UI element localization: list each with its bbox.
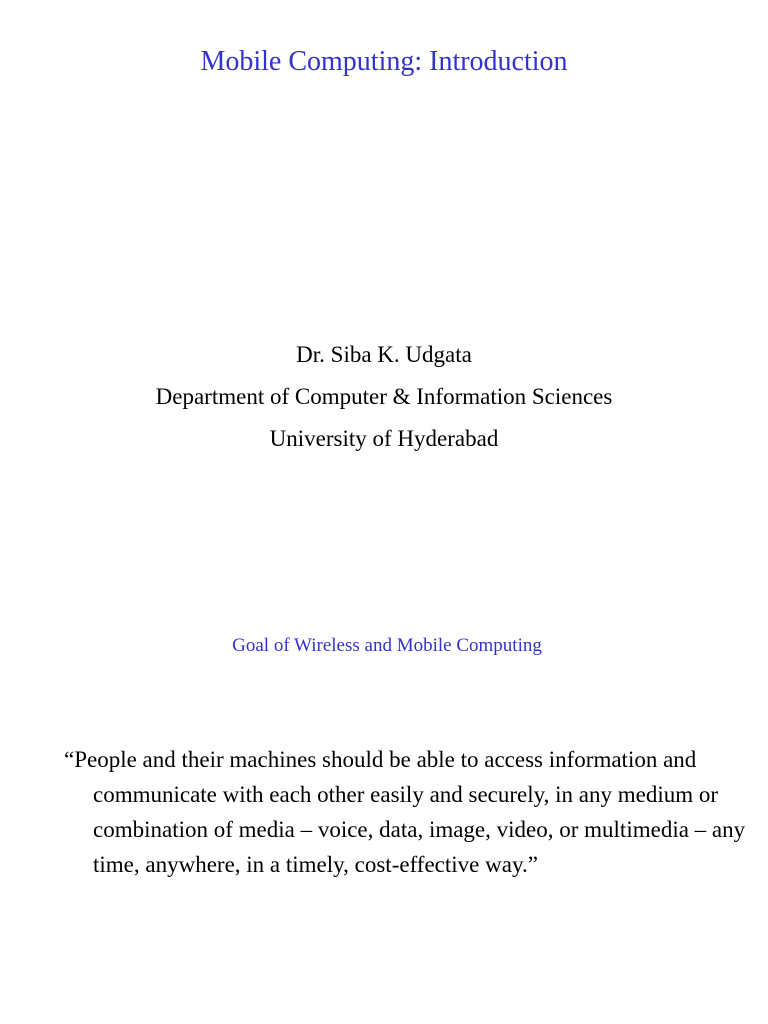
goal-quote: “People and their machines should be able to access information and communicate with each other easily and securely, in any medium or combination of media – voice, data, image, video, or multimedia – any time, anywhere, in a timely, cost-effective way.” xyxy=(64,747,746,877)
university-name: University of Hyderabad xyxy=(269,426,499,451)
department-name: Department of Computer & Information Sciences xyxy=(155,384,613,409)
section-heading: Goal of Wireless and Mobile Computing xyxy=(232,635,542,656)
author-block xyxy=(0,334,768,460)
slide-title: Mobile Computing: Introduction xyxy=(200,46,568,77)
author-name: Dr. Siba K. Udgata xyxy=(296,342,472,367)
